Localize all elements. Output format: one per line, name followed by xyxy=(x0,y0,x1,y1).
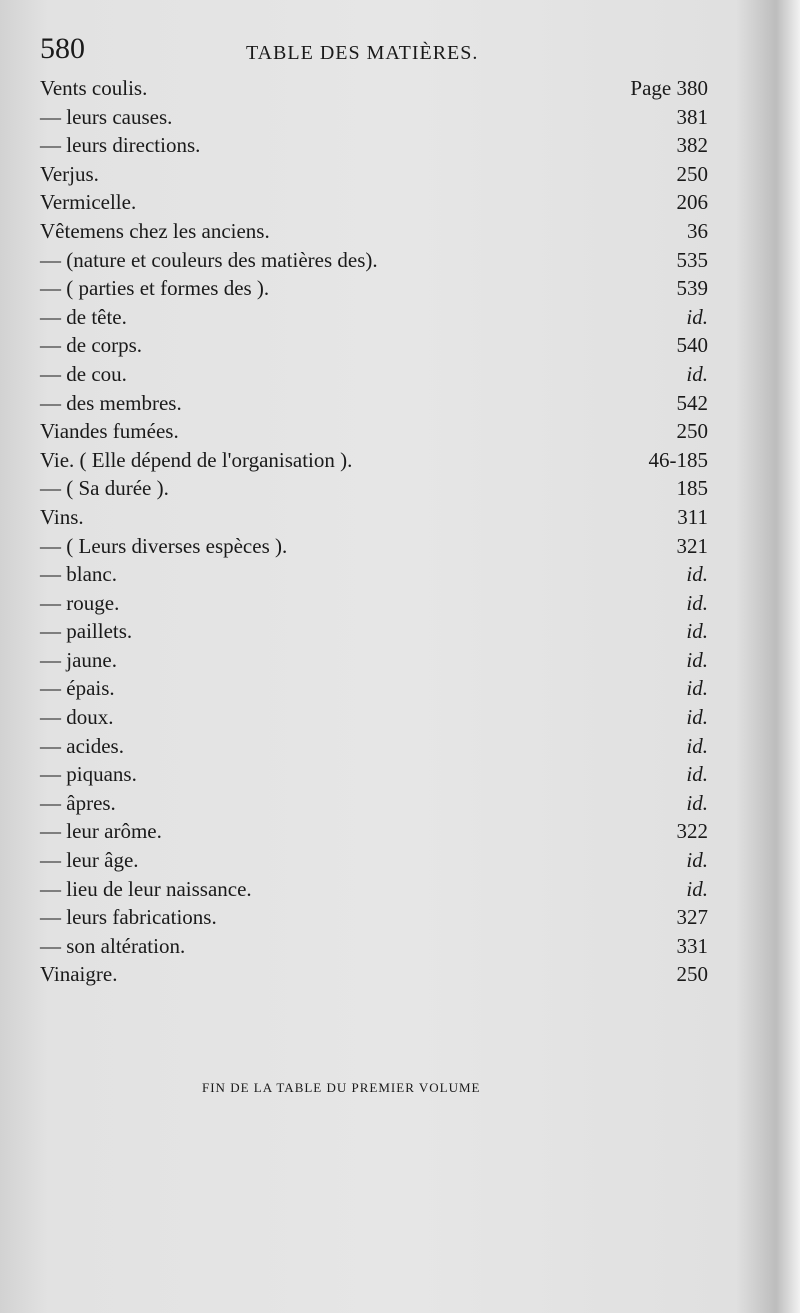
entry-label: — blanc. xyxy=(40,562,117,587)
entry-page-reference: id. xyxy=(686,361,708,386)
index-entry xyxy=(0,162,800,191)
entry-label: — rouge. xyxy=(40,590,120,615)
index-entry xyxy=(0,648,800,677)
entry-page-reference: 331 xyxy=(676,933,708,958)
entry-page-reference: 311 xyxy=(677,504,708,529)
entry-page-reference: 381 xyxy=(676,104,708,129)
entry-label: — acides. xyxy=(40,733,124,758)
index-entry xyxy=(0,905,800,934)
entry-label: — jaune. xyxy=(40,647,117,672)
entry-page-reference: id. xyxy=(686,790,708,815)
entry-page-reference: 322 xyxy=(676,819,708,844)
index-entry xyxy=(0,591,800,620)
entry-label: — épais. xyxy=(40,676,115,701)
entry-page-reference: 206 xyxy=(676,190,708,215)
index-entry xyxy=(0,305,800,334)
entry-label: Verjus. xyxy=(40,161,99,186)
index-entry xyxy=(0,248,800,277)
entry-label: — leurs causes. xyxy=(40,104,173,129)
entry-label: Vie. ( Elle dépend de l'organisation ). xyxy=(40,447,353,472)
entry-label: — ( Leurs diverses espèces ). xyxy=(40,533,288,558)
entry-label: — leur âge. xyxy=(40,848,139,873)
entry-page-reference: id. xyxy=(686,762,708,787)
entry-page-reference: id. xyxy=(686,705,708,730)
index-entry xyxy=(0,276,800,305)
entry-page-reference: 185 xyxy=(676,476,708,501)
entry-label: Vins. xyxy=(40,504,84,529)
index-entry xyxy=(0,105,800,134)
running-title: TABLE DES MATIÈRES. xyxy=(246,42,479,64)
entry-page-reference: id. xyxy=(686,590,708,615)
index-entry xyxy=(0,705,800,734)
entry-page-reference: id. xyxy=(686,647,708,672)
entry-label: — des membres. xyxy=(40,390,182,415)
end-of-table-note: FIN DE LA TABLE DU PREMIER VOLUME xyxy=(202,1080,481,1095)
entry-page-reference: 535 xyxy=(676,247,708,272)
index-entry xyxy=(0,791,800,820)
entry-label: Vêtemens chez les anciens. xyxy=(40,218,270,243)
entry-label: — de tête. xyxy=(40,304,127,329)
entry-label: — de cou. xyxy=(40,361,127,386)
index-entry xyxy=(0,848,800,877)
entry-page-reference: 539 xyxy=(676,276,708,301)
entry-page-reference: id. xyxy=(686,733,708,758)
entry-page-reference: 542 xyxy=(676,390,708,415)
entry-label: Vents coulis. xyxy=(40,76,148,100)
entry-label: — son altération. xyxy=(40,933,186,958)
index-entry xyxy=(0,934,800,963)
index-entry xyxy=(0,734,800,763)
index-entry xyxy=(0,391,800,420)
entry-page-reference: id. xyxy=(686,676,708,701)
index-entry xyxy=(0,448,800,477)
entry-page-reference: 540 xyxy=(676,333,708,358)
index-entry xyxy=(0,362,800,391)
entry-page-reference: 327 xyxy=(676,905,708,930)
index-entry xyxy=(0,762,800,791)
index-entry xyxy=(0,619,800,648)
entry-page-reference: 46-185 xyxy=(648,447,708,472)
index-entry xyxy=(0,877,800,906)
entry-label: — leurs fabrications. xyxy=(40,905,217,930)
index-entry xyxy=(0,676,800,705)
entry-label: — ( Sa durée ). xyxy=(40,476,169,501)
index-entry xyxy=(0,190,800,219)
entry-page-reference: id. xyxy=(686,848,708,873)
index-entry xyxy=(0,76,800,105)
index-entry xyxy=(0,476,800,505)
entry-label: — leurs directions. xyxy=(40,133,201,158)
entry-label: Vermicelle. xyxy=(40,190,137,215)
index-entry xyxy=(0,962,800,991)
index-entry xyxy=(0,219,800,248)
entry-label: — doux. xyxy=(40,705,114,730)
entry-page-reference: id. xyxy=(686,562,708,587)
index-entry xyxy=(0,419,800,448)
entry-page-reference: id. xyxy=(686,876,708,901)
entry-page-reference: 382 xyxy=(676,133,708,158)
index-entry xyxy=(0,819,800,848)
page-header xyxy=(40,30,780,70)
index-entry xyxy=(0,562,800,591)
page-number: 580 xyxy=(40,32,85,65)
entry-page-reference: 321 xyxy=(676,533,708,558)
entry-label: — piquans. xyxy=(40,762,137,787)
index-entry xyxy=(0,333,800,362)
entry-label: — (nature et couleurs des matières des). xyxy=(40,247,378,272)
entry-label: — lieu de leur naissance. xyxy=(40,876,252,901)
entry-page-reference: id. xyxy=(686,304,708,329)
index-entry xyxy=(0,534,800,563)
entry-label: — leur arôme. xyxy=(40,819,162,844)
entry-label: Viandes fumées. xyxy=(40,419,179,444)
index-entry xyxy=(0,133,800,162)
entry-label: — paillets. xyxy=(40,619,133,644)
entry-label: — de corps. xyxy=(40,333,143,358)
entry-label: — âpres. xyxy=(40,790,116,815)
entry-page-reference: Page 380 xyxy=(630,76,708,100)
entry-label: — ( parties et formes des ). xyxy=(40,276,270,301)
entry-label: Vinaigre. xyxy=(40,962,118,987)
entry-page-reference: 36 xyxy=(687,218,708,243)
entry-page-reference: 250 xyxy=(676,962,708,987)
entry-page-reference: id. xyxy=(686,619,708,644)
index-entry xyxy=(0,505,800,534)
entry-page-reference: 250 xyxy=(676,161,708,186)
entry-page-reference: 250 xyxy=(676,419,708,444)
index-entries xyxy=(0,76,800,991)
